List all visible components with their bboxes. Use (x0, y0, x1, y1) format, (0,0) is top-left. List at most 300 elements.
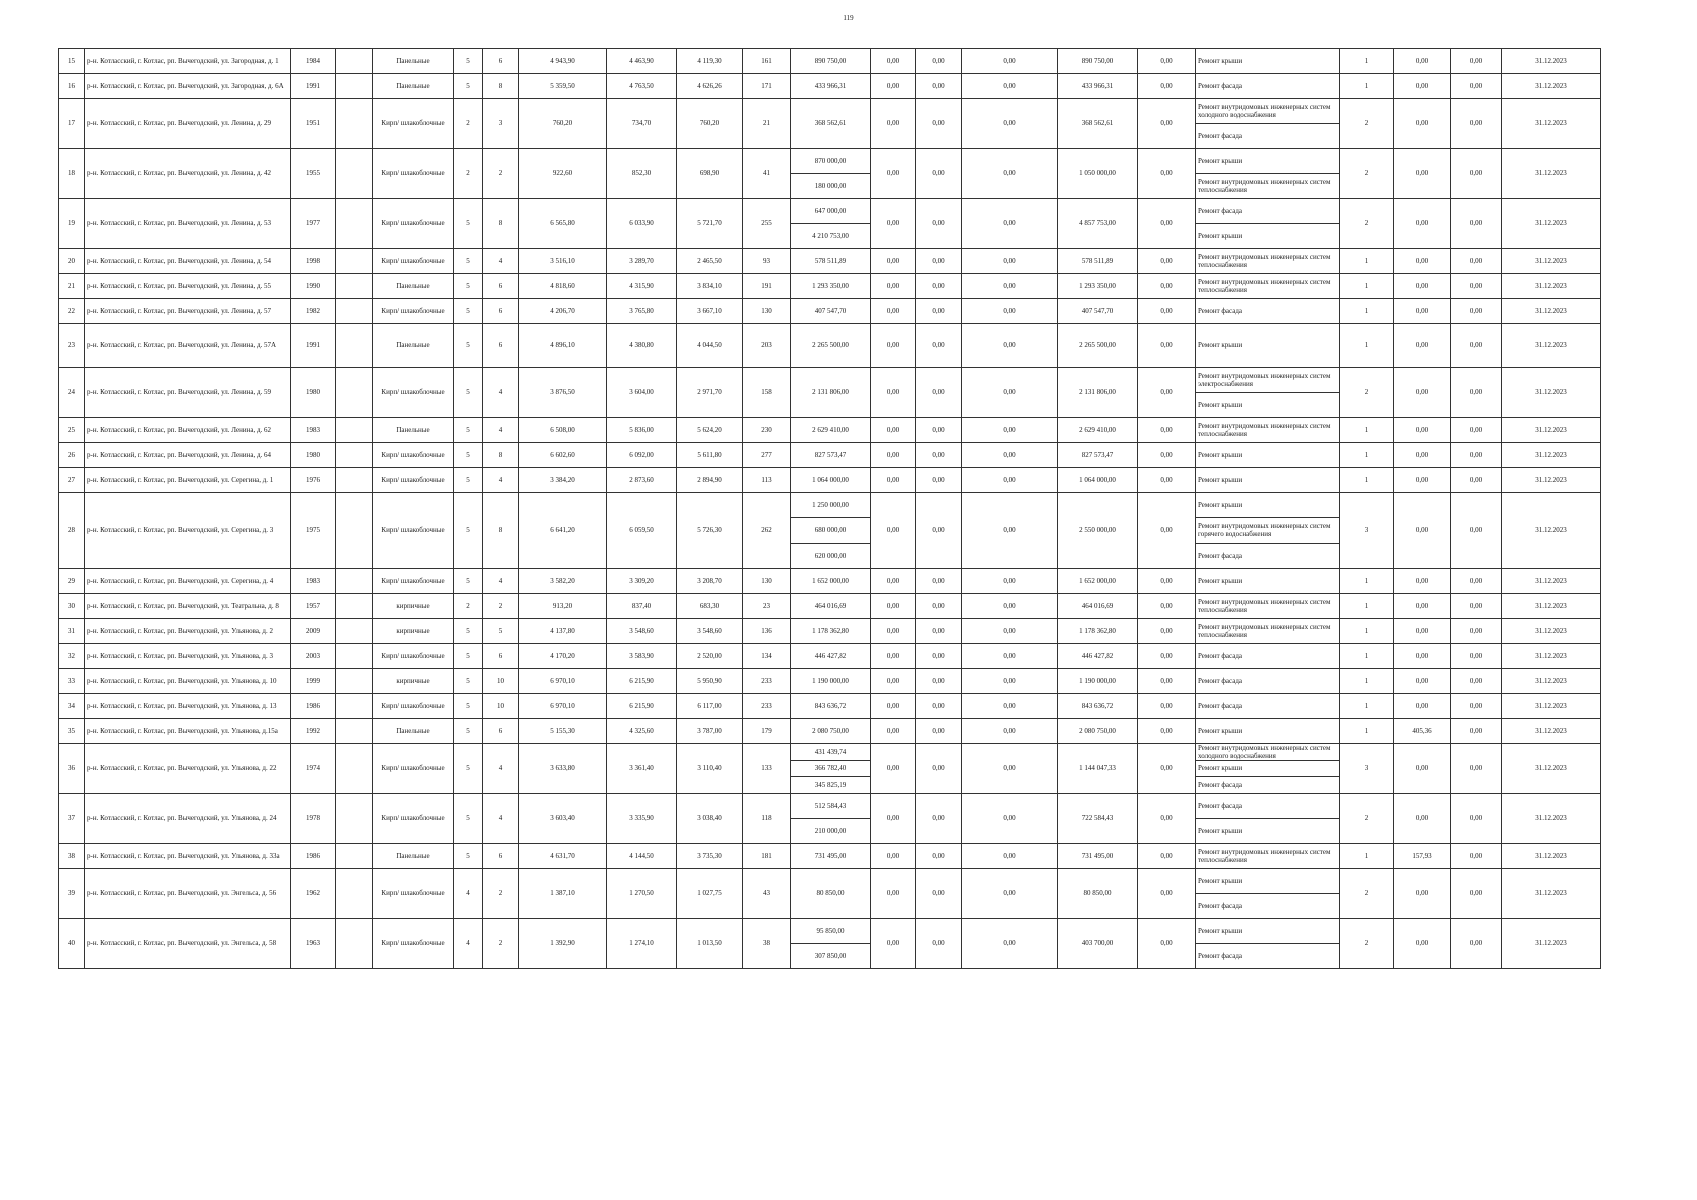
floors-cell: 5 (454, 74, 483, 99)
wall-material-cell: Кирп/ шлакоблочные (373, 569, 454, 594)
floors-cell: 5 (454, 418, 483, 443)
total-area-cell: 3 384,20 (519, 468, 607, 493)
work-count-cell: 2 (1340, 149, 1394, 199)
fund-3-cell: 0,00 (962, 99, 1058, 149)
floors-cell: 2 (454, 594, 483, 619)
fund-3-cell: 0,00 (962, 468, 1058, 493)
floors-cell: 5 (454, 199, 483, 249)
blank-cell (336, 919, 373, 969)
floors-cell: 5 (454, 644, 483, 669)
extra-1-cell: 0,00 (1394, 619, 1451, 644)
work-cost-cell (791, 744, 871, 794)
work-count-cell: 1 (1340, 844, 1394, 869)
total-cost-cell: 4 857 753,00 (1058, 199, 1138, 249)
work-cost-entry: 1 250 000,00 (812, 501, 849, 510)
fund-4-cell: 0,00 (1138, 74, 1196, 99)
completion-date-cell: 31.12.2023 (1502, 869, 1601, 919)
work-type-entry: Ремонт крыши (1196, 760, 1339, 777)
total-cost-cell: 2 629 410,00 (1058, 418, 1138, 443)
entrances-cell: 3 (483, 99, 519, 149)
wall-material-cell: Панельные (373, 74, 454, 99)
row-number-cell: 18 (59, 149, 85, 199)
table-row (59, 443, 1601, 468)
completion-date-cell: 31.12.2023 (1502, 274, 1601, 299)
fund-1-cell: 0,00 (871, 594, 916, 619)
fund-4-cell: 0,00 (1138, 719, 1196, 744)
fund-3-cell: 0,00 (962, 919, 1058, 969)
work-cost-entry: 4 210 753,00 (791, 223, 870, 248)
fund-4-cell: 0,00 (1138, 149, 1196, 199)
work-type-entry: Ремонт внутридомовых инженерных систем теплоснабжения (1198, 421, 1331, 438)
residential-area-cell: 2 894,90 (677, 468, 743, 493)
year-built-cell: 1974 (291, 744, 336, 794)
extra-1-cell: 0,00 (1394, 569, 1451, 594)
completion-date-cell: 31.12.2023 (1502, 644, 1601, 669)
fund-2-cell: 0,00 (916, 794, 962, 844)
table-row (59, 644, 1601, 669)
work-type-entry: Ремонт внутридомовых инженерных систем теплоснабжения (1198, 622, 1331, 639)
work-type-entry: Ремонт крыши (1198, 156, 1243, 165)
wall-material-cell: кирпичные (373, 619, 454, 644)
blank-cell (336, 794, 373, 844)
total-area-cell: 6 970,10 (519, 694, 607, 719)
total-cost-cell: 2 080 750,00 (1058, 719, 1138, 744)
fund-2-cell: 0,00 (916, 418, 962, 443)
floors-cell: 5 (454, 468, 483, 493)
total-area-cell: 3 603,40 (519, 794, 607, 844)
completion-date-cell: 31.12.2023 (1502, 249, 1601, 274)
fund-3-cell: 0,00 (962, 569, 1058, 594)
residents-cell: 161 (743, 49, 791, 74)
floors-cell: 5 (454, 569, 483, 594)
year-built-cell: 1977 (291, 199, 336, 249)
row-number-cell: 22 (59, 299, 85, 324)
entrances-cell: 2 (483, 869, 519, 919)
fund-4-cell: 0,00 (1138, 919, 1196, 969)
table-row (59, 418, 1601, 443)
fund-1-cell: 0,00 (871, 418, 916, 443)
address-cell: р-н. Котласский, г. Котлас, рп. Вычегодский, ул. Ленина, д. 64 (85, 443, 291, 468)
residential-area-cell: 760,20 (677, 99, 743, 149)
entrances-cell: 6 (483, 49, 519, 74)
fund-4-cell: 0,00 (1138, 99, 1196, 149)
year-built-cell: 1963 (291, 919, 336, 969)
living-area-cell: 4 763,50 (607, 74, 677, 99)
work-cost-entry: 731 495,00 (814, 851, 847, 860)
entrances-cell: 4 (483, 569, 519, 594)
work-type-entry: Ремонт крыши (1198, 926, 1243, 935)
extra-1-cell: 0,00 (1394, 744, 1451, 794)
fund-2-cell: 0,00 (916, 74, 962, 99)
wall-material-cell: Кирп/ шлакоблочные (373, 493, 454, 569)
fund-3-cell: 0,00 (962, 669, 1058, 694)
living-area-cell: 3 361,40 (607, 744, 677, 794)
total-area-cell: 3 633,80 (519, 744, 607, 794)
extra-2-cell: 0,00 (1451, 694, 1502, 719)
completion-date-cell: 31.12.2023 (1502, 719, 1601, 744)
residents-cell: 233 (743, 694, 791, 719)
work-type-cell (1196, 443, 1340, 468)
work-cost-cell (791, 644, 871, 669)
fund-1-cell: 0,00 (871, 324, 916, 368)
fund-2-cell: 0,00 (916, 274, 962, 299)
floors-cell: 4 (454, 869, 483, 919)
fund-4-cell: 0,00 (1138, 744, 1196, 794)
address-cell: р-н. Котласский, г. Котлас, рп. Вычегодский, ул. Серегина, д. 1 (85, 468, 291, 493)
completion-date-cell: 31.12.2023 (1502, 844, 1601, 869)
completion-date-cell: 31.12.2023 (1502, 619, 1601, 644)
fund-4-cell: 0,00 (1138, 669, 1196, 694)
work-type-entry: Ремонт фасада (1196, 893, 1339, 918)
residential-area-cell: 683,30 (677, 594, 743, 619)
wall-material-cell: кирпичные (373, 669, 454, 694)
residential-area-cell: 2 520,00 (677, 644, 743, 669)
total-area-cell: 4 896,10 (519, 324, 607, 368)
floors-cell: 5 (454, 368, 483, 418)
work-type-entry: Ремонт внутридомовых инженерных систем холодного водоснабжения (1198, 743, 1331, 760)
work-cost-cell (791, 844, 871, 869)
residents-cell: 230 (743, 418, 791, 443)
work-type-entry: Ремонт фасада (1198, 651, 1243, 660)
work-type-entry: Ремонт фасада (1198, 701, 1243, 710)
work-type-cell (1196, 869, 1340, 919)
total-area-cell: 3 516,10 (519, 249, 607, 274)
residents-cell: 23 (743, 594, 791, 619)
table-row (59, 49, 1601, 74)
work-cost-cell (791, 694, 871, 719)
fund-2-cell: 0,00 (916, 249, 962, 274)
work-type-entry: Ремонт крыши (1198, 56, 1243, 65)
work-type-cell (1196, 719, 1340, 744)
work-type-entry: Ремонт внутридомовых инженерных систем теплоснабжения (1198, 277, 1331, 294)
residential-area-cell: 5 726,30 (677, 493, 743, 569)
fund-4-cell: 0,00 (1138, 569, 1196, 594)
address-cell: р-н. Котласский, г. Котлас, рп. Вычегодский, ул. Ленина, д. 42 (85, 149, 291, 199)
extra-2-cell: 0,00 (1451, 149, 1502, 199)
work-cost-cell (791, 418, 871, 443)
row-number-cell: 24 (59, 368, 85, 418)
completion-date-cell: 31.12.2023 (1502, 49, 1601, 74)
year-built-cell: 1983 (291, 569, 336, 594)
blank-cell (336, 569, 373, 594)
address-cell: р-н. Котласский, г. Котлас, рп. Вычегодский, ул. Ленина, д. 54 (85, 249, 291, 274)
work-type-entry: Ремонт внутридомовых инженерных систем теплоснабжения (1198, 252, 1331, 269)
total-cost-cell: 2 131 806,00 (1058, 368, 1138, 418)
floors-cell: 2 (454, 149, 483, 199)
table-row (59, 74, 1601, 99)
work-cost-entry: 210 000,00 (791, 818, 870, 843)
blank-cell (336, 468, 373, 493)
work-type-entry: Ремонт крыши (1198, 450, 1243, 459)
work-cost-cell (791, 619, 871, 644)
work-count-cell: 3 (1340, 493, 1394, 569)
fund-1-cell: 0,00 (871, 869, 916, 919)
residents-cell: 130 (743, 569, 791, 594)
residents-cell: 277 (743, 443, 791, 468)
work-cost-entry: 345 825,19 (791, 776, 870, 793)
work-cost-entry: 680 000,00 (791, 517, 870, 542)
work-type-cell (1196, 919, 1340, 969)
wall-material-cell: Кирп/ шлакоблочные (373, 443, 454, 468)
fund-2-cell: 0,00 (916, 468, 962, 493)
fund-2-cell: 0,00 (916, 324, 962, 368)
table-row (59, 149, 1601, 199)
extra-2-cell: 0,00 (1451, 74, 1502, 99)
total-cost-cell: 1 190 000,00 (1058, 669, 1138, 694)
living-area-cell: 3 604,00 (607, 368, 677, 418)
year-built-cell: 1962 (291, 869, 336, 919)
blank-cell (336, 844, 373, 869)
extra-2-cell: 0,00 (1451, 324, 1502, 368)
row-number-cell: 17 (59, 99, 85, 149)
total-cost-cell: 407 547,70 (1058, 299, 1138, 324)
blank-cell (336, 368, 373, 418)
extra-1-cell: 405,36 (1394, 719, 1451, 744)
extra-2-cell: 0,00 (1451, 794, 1502, 844)
fund-3-cell: 0,00 (962, 149, 1058, 199)
blank-cell (336, 49, 373, 74)
completion-date-cell: 31.12.2023 (1502, 493, 1601, 569)
total-cost-cell: 731 495,00 (1058, 844, 1138, 869)
work-type-entry: Ремонт внутридомовых инженерных систем холодного водоснабжения (1198, 102, 1331, 119)
work-count-cell: 2 (1340, 199, 1394, 249)
work-count-cell: 1 (1340, 569, 1394, 594)
residents-cell: 158 (743, 368, 791, 418)
total-cost-cell: 433 966,31 (1058, 74, 1138, 99)
fund-1-cell: 0,00 (871, 919, 916, 969)
fund-3-cell: 0,00 (962, 74, 1058, 99)
total-cost-cell: 722 584,43 (1058, 794, 1138, 844)
blank-cell (336, 74, 373, 99)
extra-2-cell: 0,00 (1451, 368, 1502, 418)
entrances-cell: 6 (483, 324, 519, 368)
work-type-cell (1196, 619, 1340, 644)
wall-material-cell: Панельные (373, 324, 454, 368)
entrances-cell: 4 (483, 418, 519, 443)
row-number-cell: 21 (59, 274, 85, 299)
work-count-cell: 1 (1340, 324, 1394, 368)
fund-1-cell: 0,00 (871, 99, 916, 149)
completion-date-cell: 31.12.2023 (1502, 468, 1601, 493)
extra-1-cell: 0,00 (1394, 794, 1451, 844)
row-number-cell: 35 (59, 719, 85, 744)
fund-3-cell: 0,00 (962, 249, 1058, 274)
living-area-cell: 837,40 (607, 594, 677, 619)
work-count-cell: 2 (1340, 794, 1394, 844)
residents-cell: 181 (743, 844, 791, 869)
row-number-cell: 26 (59, 443, 85, 468)
year-built-cell: 1982 (291, 299, 336, 324)
extra-2-cell: 0,00 (1451, 468, 1502, 493)
total-area-cell: 922,60 (519, 149, 607, 199)
table-row (59, 844, 1601, 869)
fund-2-cell: 0,00 (916, 669, 962, 694)
work-cost-entry: 2 629 410,00 (812, 425, 849, 434)
residents-cell: 118 (743, 794, 791, 844)
address-cell: р-н. Котласский, г. Котлас, рп. Вычегодский, ул. Ленина, д. 57 (85, 299, 291, 324)
row-number-cell: 27 (59, 468, 85, 493)
work-type-entry: Ремонт внутридомовых инженерных систем электроснабжения (1198, 371, 1331, 388)
work-type-entry: Ремонт крыши (1198, 501, 1243, 510)
blank-cell (336, 443, 373, 468)
entrances-cell: 4 (483, 368, 519, 418)
fund-3-cell: 0,00 (962, 368, 1058, 418)
fund-4-cell: 0,00 (1138, 619, 1196, 644)
work-cost-cell (791, 274, 871, 299)
blank-cell (336, 719, 373, 744)
living-area-cell: 6 215,90 (607, 669, 677, 694)
row-number-cell: 37 (59, 794, 85, 844)
residential-area-cell: 4 044,50 (677, 324, 743, 368)
residential-area-cell: 4 626,26 (677, 74, 743, 99)
page-number: 119 (843, 14, 854, 22)
work-type-cell (1196, 149, 1340, 199)
floors-cell: 5 (454, 443, 483, 468)
total-cost-cell: 1 652 000,00 (1058, 569, 1138, 594)
year-built-cell: 1991 (291, 74, 336, 99)
address-cell: р-н. Котласский, г. Котлас, рп. Вычегодский, ул. Серегина, д. 4 (85, 569, 291, 594)
work-cost-entry: 620 000,00 (791, 543, 870, 568)
work-cost-entry: 1 064 000,00 (812, 475, 849, 484)
work-cost-entry: 1 178 362,80 (812, 626, 849, 635)
total-cost-cell: 1 144 047,33 (1058, 744, 1138, 794)
fund-1-cell: 0,00 (871, 644, 916, 669)
work-type-cell (1196, 569, 1340, 594)
work-cost-entry: 180 000,00 (791, 173, 870, 198)
blank-cell (336, 493, 373, 569)
wall-material-cell: Кирп/ шлакоблочные (373, 199, 454, 249)
extra-1-cell: 0,00 (1394, 99, 1451, 149)
extra-1-cell: 0,00 (1394, 468, 1451, 493)
fund-2-cell: 0,00 (916, 493, 962, 569)
blank-cell (336, 324, 373, 368)
total-cost-cell: 368 562,61 (1058, 99, 1138, 149)
work-cost-entry: 366 782,40 (791, 760, 870, 777)
work-type-entry: Ремонт крыши (1198, 475, 1243, 484)
address-cell: р-н. Котласский, г. Котлас, рп. Вычегодский, ул. Театральна, д. 8 (85, 594, 291, 619)
floors-cell: 2 (454, 99, 483, 149)
fund-4-cell: 0,00 (1138, 49, 1196, 74)
work-cost-entry: 827 573,47 (814, 450, 847, 459)
work-cost-cell (791, 794, 871, 844)
residential-area-cell: 3 834,10 (677, 274, 743, 299)
entrances-cell: 8 (483, 74, 519, 99)
completion-date-cell: 31.12.2023 (1502, 418, 1601, 443)
work-cost-cell (791, 299, 871, 324)
address-cell: р-н. Котласский, г. Котлас, рп. Вычегодский, ул. Серегина, д. 3 (85, 493, 291, 569)
row-number-cell: 38 (59, 844, 85, 869)
residential-area-cell: 3 667,10 (677, 299, 743, 324)
table-row (59, 468, 1601, 493)
fund-2-cell: 0,00 (916, 49, 962, 74)
floors-cell: 5 (454, 249, 483, 274)
address-cell: р-н. Котласский, г. Котлас, рп. Вычегодский, ул. Ульянова, д. 10 (85, 669, 291, 694)
work-count-cell: 1 (1340, 619, 1394, 644)
table-row (59, 694, 1601, 719)
completion-date-cell: 31.12.2023 (1502, 443, 1601, 468)
total-area-cell: 3 582,20 (519, 569, 607, 594)
work-cost-entry: 2 265 500,00 (812, 341, 849, 350)
floors-cell: 5 (454, 719, 483, 744)
living-area-cell: 734,70 (607, 99, 677, 149)
residential-area-cell: 3 038,40 (677, 794, 743, 844)
total-area-cell: 6 970,10 (519, 669, 607, 694)
year-built-cell: 1951 (291, 99, 336, 149)
extra-2-cell: 0,00 (1451, 299, 1502, 324)
fund-1-cell: 0,00 (871, 694, 916, 719)
wall-material-cell: Кирп/ шлакоблочные (373, 794, 454, 844)
fund-4-cell: 0,00 (1138, 249, 1196, 274)
blank-cell (336, 694, 373, 719)
fund-2-cell: 0,00 (916, 299, 962, 324)
wall-material-cell: Панельные (373, 844, 454, 869)
completion-date-cell: 31.12.2023 (1502, 744, 1601, 794)
address-cell: р-н. Котласский, г. Котлас, рп. Вычегодский, ул. Загородная, д. 6А (85, 74, 291, 99)
fund-4-cell: 0,00 (1138, 299, 1196, 324)
living-area-cell: 1 270,50 (607, 869, 677, 919)
fund-2-cell: 0,00 (916, 199, 962, 249)
fund-2-cell: 0,00 (916, 694, 962, 719)
entrances-cell: 10 (483, 669, 519, 694)
fund-1-cell: 0,00 (871, 468, 916, 493)
fund-1-cell: 0,00 (871, 74, 916, 99)
fund-4-cell: 0,00 (1138, 694, 1196, 719)
extra-2-cell: 0,00 (1451, 594, 1502, 619)
residential-area-cell: 4 119,30 (677, 49, 743, 74)
living-area-cell: 852,30 (607, 149, 677, 199)
fund-3-cell: 0,00 (962, 694, 1058, 719)
floors-cell: 4 (454, 919, 483, 969)
fund-4-cell: 0,00 (1138, 493, 1196, 569)
work-cost-cell (791, 594, 871, 619)
completion-date-cell: 31.12.2023 (1502, 919, 1601, 969)
row-number-cell: 31 (59, 619, 85, 644)
work-cost-entry: 1 652 000,00 (812, 576, 849, 585)
work-type-cell (1196, 249, 1340, 274)
extra-2-cell: 0,00 (1451, 844, 1502, 869)
work-type-entry: Ремонт фасада (1196, 943, 1339, 968)
fund-4-cell: 0,00 (1138, 468, 1196, 493)
total-area-cell: 6 508,00 (519, 418, 607, 443)
table-row (59, 299, 1601, 324)
living-area-cell: 4 380,80 (607, 324, 677, 368)
work-type-cell (1196, 794, 1340, 844)
fund-4-cell: 0,00 (1138, 794, 1196, 844)
fund-1-cell: 0,00 (871, 569, 916, 594)
work-cost-entry: 1 293 350,00 (812, 281, 849, 290)
living-area-cell: 3 289,70 (607, 249, 677, 274)
work-count-cell: 1 (1340, 274, 1394, 299)
residential-area-cell: 3 110,40 (677, 744, 743, 794)
row-number-cell: 29 (59, 569, 85, 594)
work-cost-entry: 512 584,43 (814, 801, 847, 810)
completion-date-cell: 31.12.2023 (1502, 99, 1601, 149)
wall-material-cell: Кирп/ шлакоблочные (373, 368, 454, 418)
fund-4-cell: 0,00 (1138, 644, 1196, 669)
living-area-cell: 3 765,80 (607, 299, 677, 324)
housing-repair-register-table (58, 48, 1601, 969)
work-type-cell (1196, 49, 1340, 74)
total-cost-cell: 827 573,47 (1058, 443, 1138, 468)
work-cost-cell (791, 74, 871, 99)
work-type-entry: Ремонт фасада (1196, 776, 1339, 793)
address-cell: р-н. Котласский, г. Котлас, рп. Вычегодский, ул. Энгельса, д. 56 (85, 869, 291, 919)
work-cost-entry: 407 547,70 (814, 306, 847, 315)
work-type-entry: Ремонт внутридомовых инженерных систем горячего водоснабжения (1196, 517, 1339, 542)
row-number-cell: 16 (59, 74, 85, 99)
work-type-cell (1196, 418, 1340, 443)
floors-cell: 5 (454, 274, 483, 299)
